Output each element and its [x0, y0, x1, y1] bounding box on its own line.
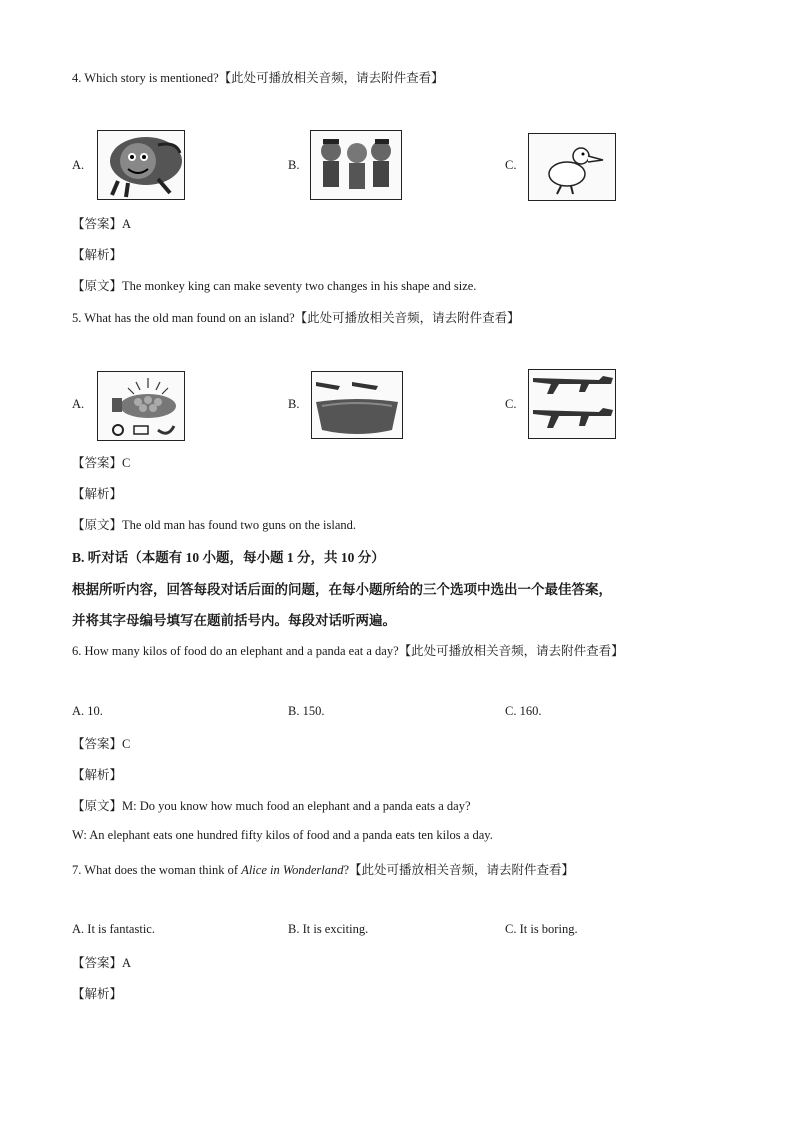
q6-option-b: B. 150.	[288, 704, 325, 718]
q6-option-c: C. 160.	[505, 704, 542, 718]
q5-option-b-label: B.	[288, 397, 300, 411]
q5-analysis: 【解析】	[72, 487, 123, 501]
q4-question: 4. Which story is mentioned?【此处可播放相关音频，请去附件查看】	[72, 71, 444, 85]
three-pigs-picture	[310, 130, 402, 200]
q7-option-a: A. It is fantastic.	[72, 922, 155, 936]
q5-question: 5. What has the old man found on an island?【此处可播放相关音频，请去附件查看】	[72, 311, 520, 325]
q4-option-a-label: A.	[72, 158, 85, 172]
q6-question: 6. How many kilos of food do an elephant and a panda eat a day?【此处可播放相关音频，请去附件查看】	[72, 644, 624, 658]
q7-question	[72, 860, 574, 878]
q4-original-text: 【原文】The monkey king can make seventy two changes in his shape and size.	[72, 279, 477, 293]
section-b-instruction-line-2: 并将其字母编号填写在题前括号内。每段对话听两遍。	[72, 613, 396, 628]
q5-answer: 【答案】C	[72, 456, 131, 470]
treasure-coins-picture	[97, 371, 185, 441]
section-b-instruction-line-1: 根据所听内容，回答每段对话后面的问题，在每小题所给的三个选项中选出一个最佳答案，	[72, 582, 612, 597]
q5-option-a-label: A.	[72, 397, 85, 411]
boat-picture	[311, 371, 403, 439]
q5-original-text: 【原文】The old man has found two guns on the island.	[72, 518, 356, 532]
q6-answer: 【答案】C	[72, 737, 131, 751]
q4-answer: 【答案】A	[72, 217, 132, 231]
ugly-duckling-picture	[528, 133, 616, 201]
q5-option-c-label: C.	[505, 397, 517, 411]
q7-book-title: Alice in Wonderland	[241, 863, 344, 877]
q7-question-start: 7. What does the woman think of	[72, 863, 242, 877]
q7-option-b: B. It is exciting.	[288, 922, 369, 936]
two-guns-picture	[528, 369, 616, 439]
q6-option-a: A. 10.	[72, 704, 103, 718]
q7-question-end: ?【此处可播放相关音频，请去附件查看】	[343, 863, 575, 877]
q6-analysis: 【解析】	[72, 768, 123, 782]
monkey-king-picture	[97, 130, 185, 200]
section-b-heading: B. 听对话（本题有 10 小题，每小题 1 分，共 10 分）	[72, 550, 385, 565]
q6-original-text-man: 【原文】M: Do you know how much food an elephant and a panda eats a day?	[72, 799, 471, 813]
q4-option-c-label: C.	[505, 158, 517, 172]
q7-analysis: 【解析】	[72, 987, 123, 1001]
q7-answer: 【答案】A	[72, 956, 132, 970]
q7-option-c: C. It is boring.	[505, 922, 578, 936]
q6-original-text-woman: W: An elephant eats one hundred fifty kilos of food and a panda eats ten kilos a day.	[72, 828, 493, 842]
q4-option-b-label: B.	[288, 158, 300, 172]
q4-analysis: 【解析】	[72, 248, 123, 262]
